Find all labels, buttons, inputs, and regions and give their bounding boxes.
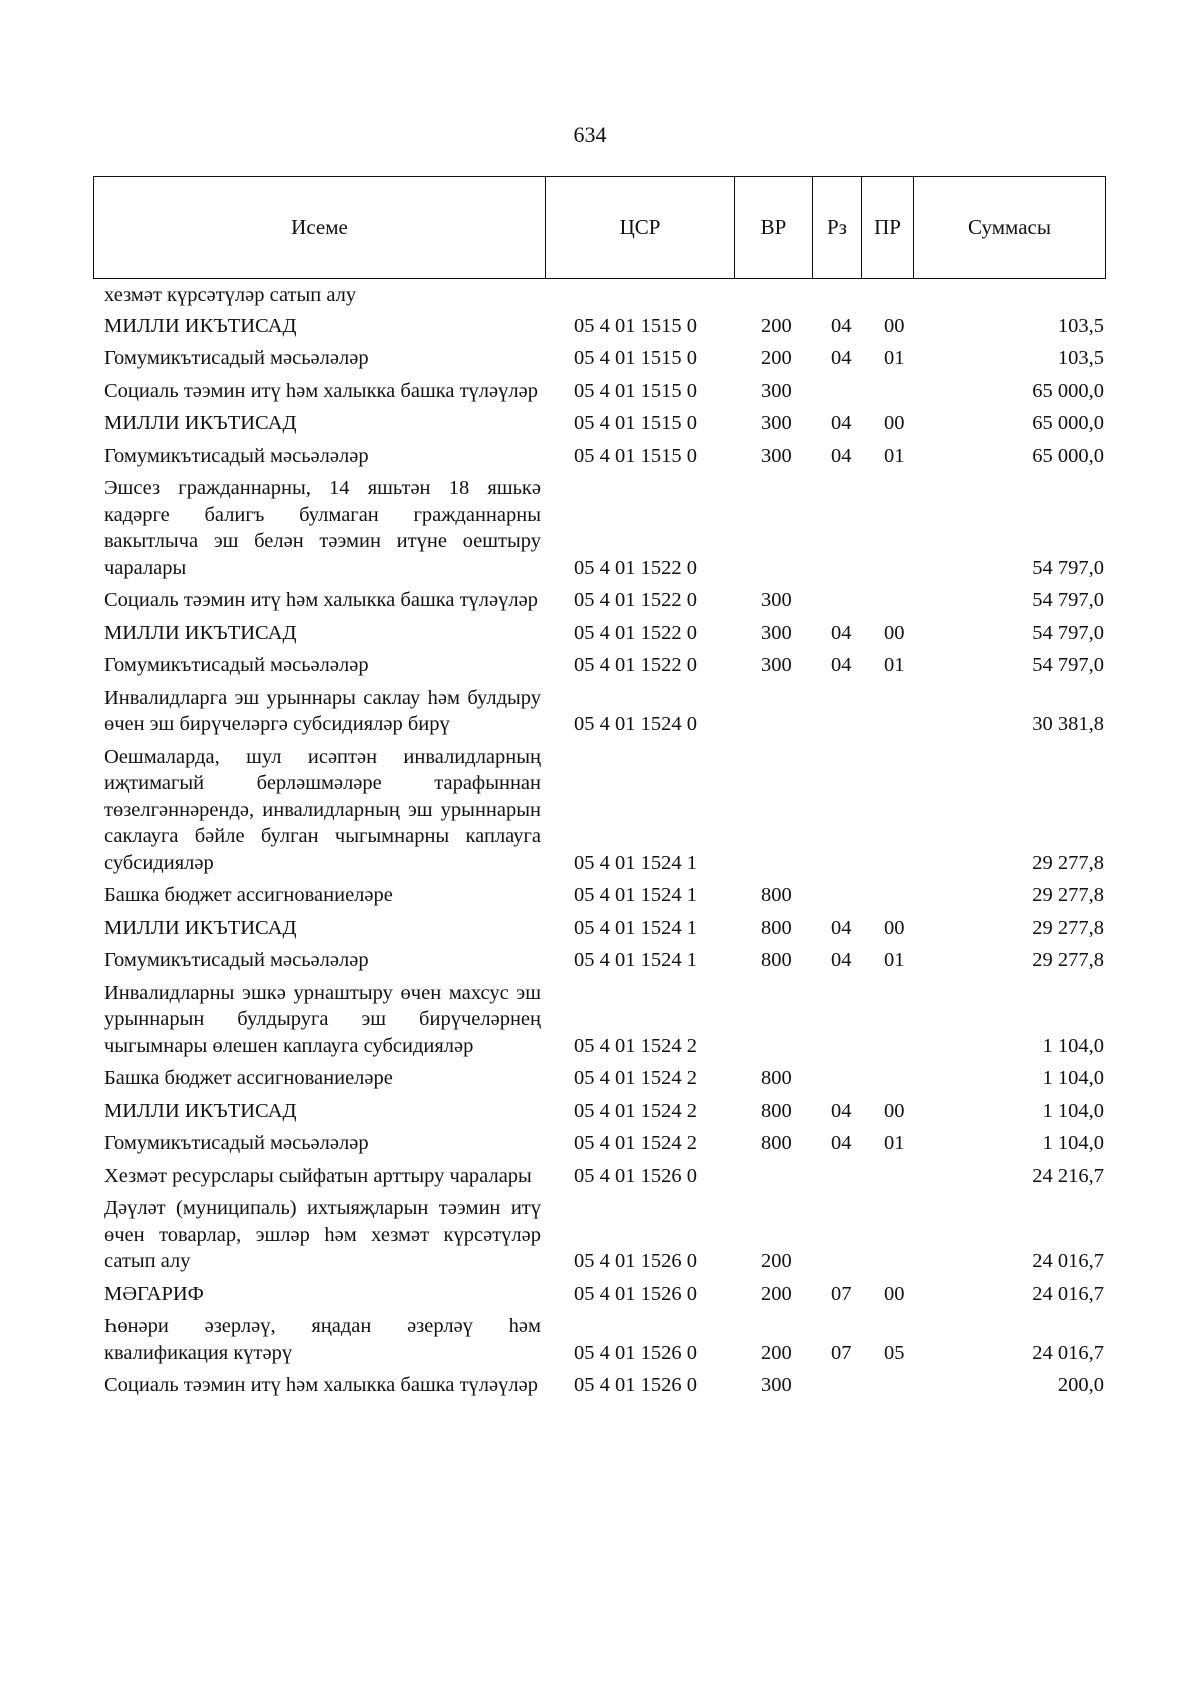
row-sum: 24 016,7 — [1032, 1341, 1104, 1364]
row-pr: 00 — [884, 412, 905, 434]
row-rz: 04 — [831, 654, 852, 676]
row-sum: 29 277,8 — [1032, 851, 1104, 874]
row-vr: 800 — [761, 1067, 792, 1089]
row-pr: 01 — [884, 1132, 905, 1154]
table-row — [0, 313, 1200, 340]
row-name: Һөнәри әзерләү, яңадан әзерләү һәм квалификация күтәрү — [104, 1315, 541, 1364]
row-csr: 05 4 01 1524 2 — [574, 1067, 697, 1089]
table-row — [0, 410, 1200, 437]
table-row — [0, 882, 1200, 909]
row-name: Социаль тәэмин итү һәм халыкка башка түләүләр — [104, 379, 538, 402]
row-csr: 05 4 01 1522 0 — [574, 621, 697, 644]
row-vr: 300 — [761, 379, 792, 402]
row-vr: 300 — [761, 621, 792, 644]
row-csr: 05 4 01 1515 0 — [574, 379, 697, 402]
row-name: Башка бюджет ассигнованиеләре — [104, 1067, 393, 1089]
row-csr: 05 4 01 1526 0 — [574, 1374, 697, 1396]
table-row — [0, 282, 1200, 309]
table-row — [0, 1372, 1200, 1399]
row-pr: 00 — [884, 1099, 905, 1122]
row-name: МИЛЛИ ИКЪТИСАД — [104, 916, 297, 939]
row-rz: 04 — [831, 1099, 852, 1122]
row-vr: 800 — [761, 884, 792, 906]
table-row — [0, 1195, 1200, 1275]
row-sum: 54 797,0 — [1032, 654, 1104, 676]
row-name: Башка бюджет ассигнованиеләре — [104, 884, 393, 906]
row-pr: 00 — [884, 314, 905, 337]
row-pr: 01 — [884, 444, 905, 467]
table-row — [0, 1130, 1200, 1157]
row-pr: 00 — [884, 1282, 905, 1305]
row-csr: 05 4 01 1524 2 — [574, 1132, 697, 1154]
header-vr: ВР — [735, 177, 813, 278]
row-name: Эшсез гражданнарны, 14 яшьтән 18 яшькә кадәрге балигъ булмаган гражданнарны вакытлыча эш белән тәэмин итүне оештыру чаралары — [104, 477, 541, 579]
row-name: Инвалидларны эшкә урнаштыру өчен махсус эш урыннарын булдыруга эш бирүчеләрнең чыгымнары өлешен каплауга субсидияләр — [104, 981, 541, 1057]
row-vr: 200 — [761, 347, 792, 369]
row-name: Дәүләт (муниципаль) ихтыяҗларын тәэмин итү өчен товарлар, эшләр һәм хезмәт күрсәтүләр сатып алу — [104, 1197, 541, 1272]
header-csr: ЦСР — [546, 177, 735, 278]
row-sum: 65 000,0 — [1032, 444, 1104, 467]
row-csr: 05 4 01 1524 1 — [574, 851, 697, 874]
row-csr: 05 4 01 1515 0 — [574, 314, 697, 337]
row-csr: 05 4 01 1526 0 — [574, 1164, 697, 1187]
row-name: Гомумикътисадый мәсьәләләр — [104, 444, 369, 467]
row-sum: 1 104,0 — [1042, 1132, 1104, 1154]
row-csr: 05 4 01 1515 0 — [574, 347, 697, 369]
row-rz: 04 — [831, 621, 852, 644]
row-pr: 01 — [884, 949, 905, 971]
row-sum: 65 000,0 — [1032, 379, 1104, 402]
row-sum: 65 000,0 — [1032, 412, 1104, 434]
row-sum: 24 216,7 — [1032, 1164, 1104, 1187]
row-sum: 103,5 — [1057, 347, 1104, 369]
row-csr: 05 4 01 1522 0 — [574, 556, 697, 579]
table-row — [0, 345, 1200, 372]
row-vr: 200 — [761, 1341, 792, 1364]
row-pr: 05 — [884, 1341, 905, 1364]
row-sum: 54 797,0 — [1032, 621, 1104, 644]
table-row — [0, 475, 1200, 581]
row-csr: 05 4 01 1526 0 — [574, 1282, 697, 1305]
table-row — [0, 652, 1200, 679]
table-row — [0, 1065, 1200, 1092]
table-row — [0, 378, 1200, 405]
row-rz: 04 — [831, 1132, 852, 1154]
row-csr: 05 4 01 1515 0 — [574, 444, 697, 467]
row-csr: 05 4 01 1524 2 — [574, 1034, 697, 1057]
row-sum: 1 104,0 — [1042, 1067, 1104, 1089]
table-row — [0, 1163, 1200, 1190]
row-sum: 1 104,0 — [1042, 1034, 1104, 1057]
table-row — [0, 587, 1200, 614]
row-rz: 04 — [831, 314, 852, 337]
row-pr: 00 — [884, 916, 905, 939]
row-name: Хезмәт ресурслары сыйфатын арттыру чаралары — [104, 1164, 532, 1187]
row-vr: 300 — [761, 654, 792, 676]
row-name: Оешмаларда, шул исәптән инвалидларның иҗтимагый берләшмәләре тарафыннан төзелгәннәрендә, инвалидларның эш урыннарын саклауга бәйле булган чыгымнарны каплауга субсидияләр — [104, 745, 541, 874]
table-row — [0, 915, 1200, 942]
row-csr: 05 4 01 1524 0 — [574, 713, 697, 735]
row-name: МИЛЛИ ИКЪТИСАД — [104, 314, 297, 337]
row-name: Социаль тәэмин итү һәм халыкка башка түләүләр — [104, 1374, 538, 1396]
table-row — [0, 620, 1200, 647]
row-rz: 04 — [831, 444, 852, 467]
header-rz: Рз — [813, 177, 862, 278]
row-name: МИЛЛИ ИКЪТИСАД — [104, 1099, 297, 1122]
row-csr: 05 4 01 1522 0 — [574, 589, 697, 611]
row-name: Инвалидларга эш урыннары саклау һәм булдыру өчен эш бирүчеләргә субсидияләр бирү — [104, 686, 541, 735]
row-vr: 800 — [761, 916, 792, 939]
row-sum: 29 277,8 — [1032, 884, 1104, 906]
table-row — [0, 1313, 1200, 1366]
row-name: Гомумикътисадый мәсьәләләр — [104, 949, 369, 971]
page-number: 634 — [573, 122, 607, 147]
row-csr: 05 4 01 1526 0 — [574, 1250, 697, 1272]
row-name: хезмәт күрсәтүләр сатып алу — [104, 284, 357, 306]
row-sum: 1 104,0 — [1042, 1099, 1104, 1122]
row-sum: 30 381,8 — [1032, 713, 1104, 735]
row-name: МӘГАРИФ — [104, 1282, 204, 1305]
row-csr: 05 4 01 1526 0 — [574, 1341, 697, 1364]
row-sum: 54 797,0 — [1032, 556, 1104, 579]
table-row — [0, 1098, 1200, 1125]
row-rz: 04 — [831, 949, 852, 971]
table-row — [0, 685, 1200, 738]
row-vr: 300 — [761, 589, 792, 611]
table-row — [0, 744, 1200, 877]
table-row — [0, 443, 1200, 470]
row-vr: 200 — [761, 1282, 792, 1305]
row-vr: 300 — [761, 412, 792, 434]
table-row — [0, 947, 1200, 974]
row-name: МИЛЛИ ИКЪТИСАД — [104, 412, 297, 434]
row-vr: 200 — [761, 314, 792, 337]
row-vr: 300 — [761, 444, 792, 467]
row-sum: 103,5 — [1057, 314, 1104, 337]
row-name: Гомумикътисадый мәсьәләләр — [104, 654, 369, 676]
row-rz: 04 — [831, 412, 852, 434]
row-csr: 05 4 01 1524 1 — [574, 884, 697, 906]
row-csr: 05 4 01 1524 1 — [574, 949, 697, 971]
row-sum: 200,0 — [1057, 1374, 1104, 1396]
table-header — [93, 176, 1106, 279]
row-rz: 07 — [831, 1282, 852, 1305]
row-csr: 05 4 01 1524 1 — [574, 916, 697, 939]
row-vr: 200 — [761, 1250, 792, 1272]
table-body — [0, 282, 1200, 1405]
row-name: МИЛЛИ ИКЪТИСАД — [104, 621, 297, 644]
row-vr: 300 — [761, 1374, 792, 1396]
row-vr: 800 — [761, 1132, 792, 1154]
row-sum: 24 016,7 — [1032, 1250, 1104, 1272]
row-vr: 800 — [761, 949, 792, 971]
row-pr: 01 — [884, 347, 905, 369]
row-vr: 800 — [761, 1099, 792, 1122]
row-rz: 07 — [831, 1341, 852, 1364]
row-pr: 00 — [884, 621, 905, 644]
row-csr: 05 4 01 1524 2 — [574, 1099, 697, 1122]
row-sum: 24 016,7 — [1032, 1282, 1104, 1305]
row-sum: 29 277,8 — [1032, 949, 1104, 971]
table-row — [0, 980, 1200, 1060]
row-csr: 05 4 01 1515 0 — [574, 412, 697, 434]
row-sum: 54 797,0 — [1032, 589, 1104, 611]
table-row — [0, 1281, 1200, 1308]
header-name: Исеме — [94, 177, 546, 278]
row-rz: 04 — [831, 916, 852, 939]
row-name: Гомумикътисадый мәсьәләләр — [104, 1132, 369, 1154]
row-sum: 29 277,8 — [1032, 916, 1104, 939]
row-name: Социаль тәэмин итү һәм халыкка башка түләүләр — [104, 589, 538, 611]
row-csr: 05 4 01 1522 0 — [574, 654, 697, 676]
row-rz: 04 — [831, 347, 852, 369]
header-sum: Суммасы — [968, 215, 1051, 239]
row-pr: 01 — [884, 654, 905, 676]
header-pr: ПР — [862, 177, 914, 278]
row-name: Гомумикътисадый мәсьәләләр — [104, 347, 369, 369]
